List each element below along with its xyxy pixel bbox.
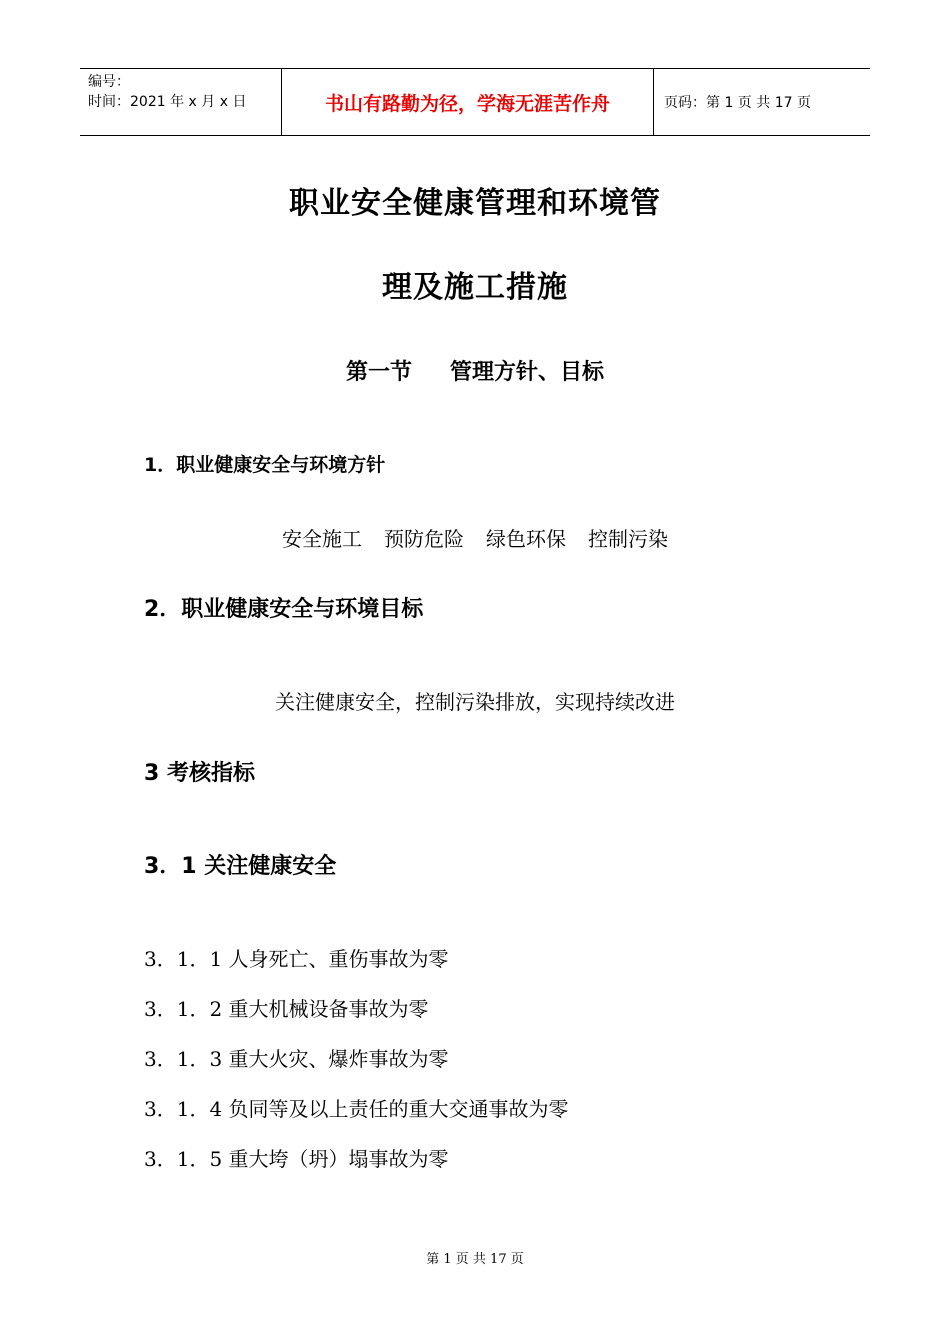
list-item: 3．1．1 人身死亡、重伤事故为零 bbox=[144, 947, 449, 971]
policy-item: 安全施工 bbox=[282, 527, 362, 551]
policy-item: 绿色环保 bbox=[486, 527, 566, 551]
policy-item: 预防危险 bbox=[384, 527, 464, 551]
list-item: 3．1．2 重大机械设备事故为零 bbox=[144, 997, 429, 1021]
document-title-line1: 职业安全健康管理和环境管 bbox=[289, 186, 661, 221]
header-page-number: 页码：第 1 页 共 17 页 bbox=[664, 95, 811, 111]
document-date: 时间：2021 年 x 月 x 日 bbox=[88, 94, 247, 110]
heading-indicators: 3 考核指标 bbox=[144, 761, 255, 786]
goal-statement: 关注健康安全，控制污染排放，实现持续改进 bbox=[275, 690, 675, 714]
document-number-label: 编号： bbox=[88, 74, 130, 90]
section-heading bbox=[0, 355, 950, 386]
section-number: 第一节 bbox=[345, 360, 412, 385]
list-item: 3．1．4 负同等及以上责任的重大交通事故为零 bbox=[144, 1097, 569, 1121]
heading-health-safety: 3．1 关注健康安全 bbox=[144, 854, 337, 879]
list-item: 3．1．3 重大火灾、爆炸事故为零 bbox=[144, 1047, 449, 1071]
document-title-line2: 理及施工措施 bbox=[382, 270, 568, 305]
list-item: 3．1．5 重大垮（坍）塌事故为零 bbox=[144, 1147, 449, 1171]
section-title: 管理方针、目标 bbox=[450, 360, 605, 385]
policy-item: 控制污染 bbox=[588, 527, 668, 551]
page-header bbox=[80, 68, 870, 136]
page-footer: 第 1 页 共 17 页 bbox=[426, 1252, 524, 1267]
policy-statement bbox=[0, 523, 950, 552]
header-meta bbox=[80, 69, 281, 135]
heading-goal: 2．职业健康安全与环境目标 bbox=[144, 597, 424, 622]
header-motto: 书山有路勤为径，学海无涯苦作舟 bbox=[281, 69, 654, 135]
heading-policy: 1．职业健康安全与环境方针 bbox=[144, 454, 386, 476]
